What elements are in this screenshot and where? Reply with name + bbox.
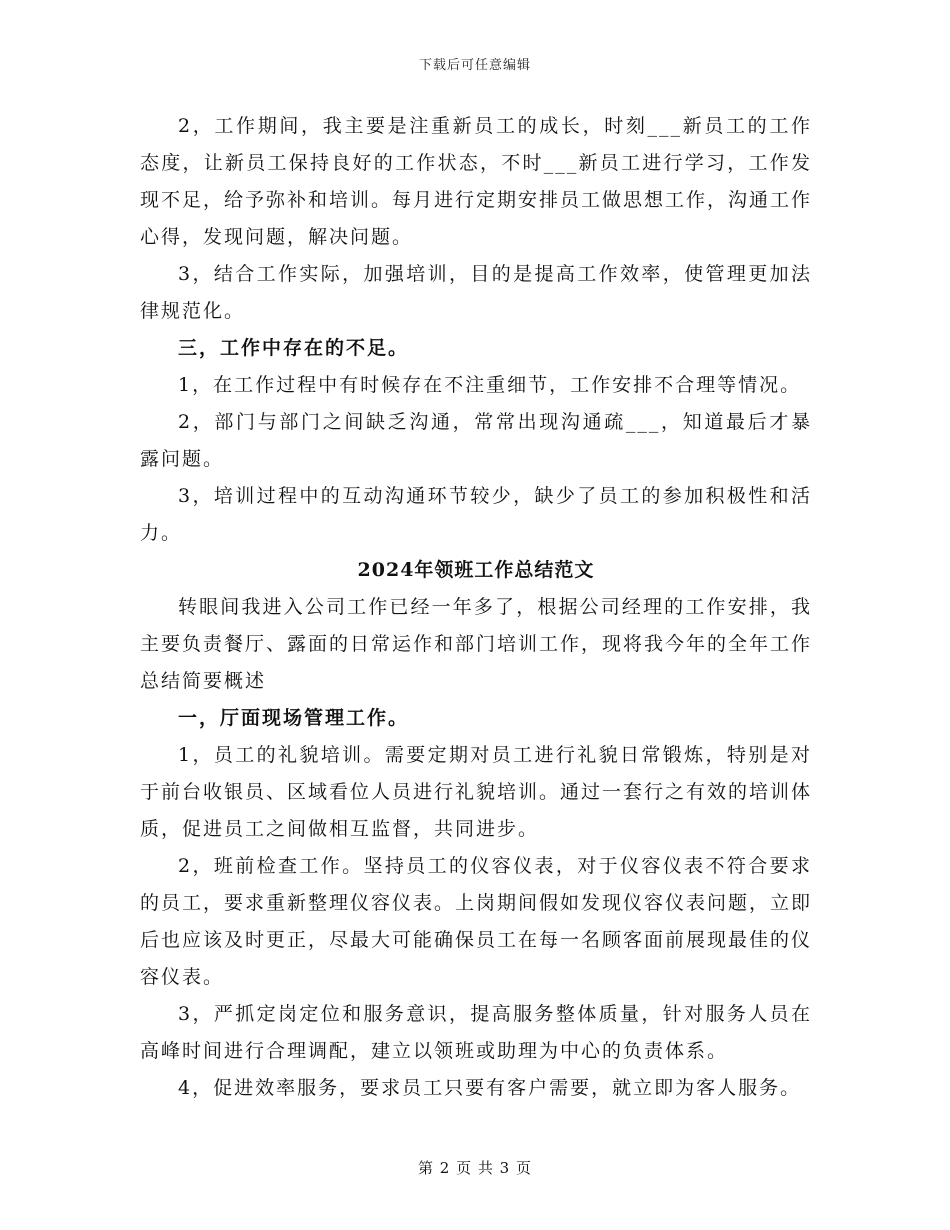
section-heading: 一，厅面现场管理工作。 [178,707,410,729]
document-body [140,108,812,1107]
paragraph: 2，部门与部门之间缺乏沟通，常常出现沟通疏___，知道最后才暴露问题。 [140,411,812,470]
paragraph: 1，在工作过程中有时候存在不注重细节，工作安排不合理等情况。 [178,374,802,396]
page-header: 下载后可任意编辑 [418,58,531,73]
paragraph: 3，严抓定岗定位和服务意识，提高服务整体质量，针对服务人员在高峰时间进行合理调配，建立以领班或助理为中心的负责体系。 [140,1003,812,1062]
paragraph: 2，工作期间，我主要是注重新员工的成长，时刻___新员工的工作态度，让新员工保持良好的工作状态，不时___新员工进行学习，工作发现不足，给予弥补和培训。每月进行定期安排员工做思想工作，沟通工作心得，发现问题，解决问题。 [140,115,813,248]
page-footer: 第 2 页 共 3 页 [418,1159,532,1177]
paragraph: 4，促进效率服务，要求员工只要有客户需要，就立即为客人服务。 [178,1077,802,1099]
paragraph: 3，培训过程中的互动沟通环节较少，缺少了员工的参加积极性和活力。 [140,485,812,544]
paragraph: 2，班前检查工作。坚持员工的仪容仪表，对于仪容仪表不符合要求的员工，要求重新整理仪容仪表。上岗期间假如发现仪容仪表问题，立即后也应该及时更正，尽最大可能确保员工在每一名顾客面前展现最佳的仪容仪表。 [140,855,813,988]
paragraph: 转眼间我进入公司工作已经一年多了，根据公司经理的工作安排，我主要负责餐厅、露面的日常运作和部门培训工作，现将我今年的全年工作总结简要概述 [140,596,813,692]
document-title: 2024年领班工作总结范文 [357,559,595,581]
paragraph: 3，结合工作实际，加强培训，目的是提高工作效率，使管理更加法律规范化。 [140,263,812,322]
paragraph: 1，员工的礼貌培训。需要定期对员工进行礼貌日常锻炼，特别是对于前台收银员、区域看位人员进行礼貌培训。通过一套行之有效的培训体质，促进员工之间做相互监督，共同进步。 [140,744,813,840]
section-heading: 三，工作中存在的不足。 [178,337,410,359]
